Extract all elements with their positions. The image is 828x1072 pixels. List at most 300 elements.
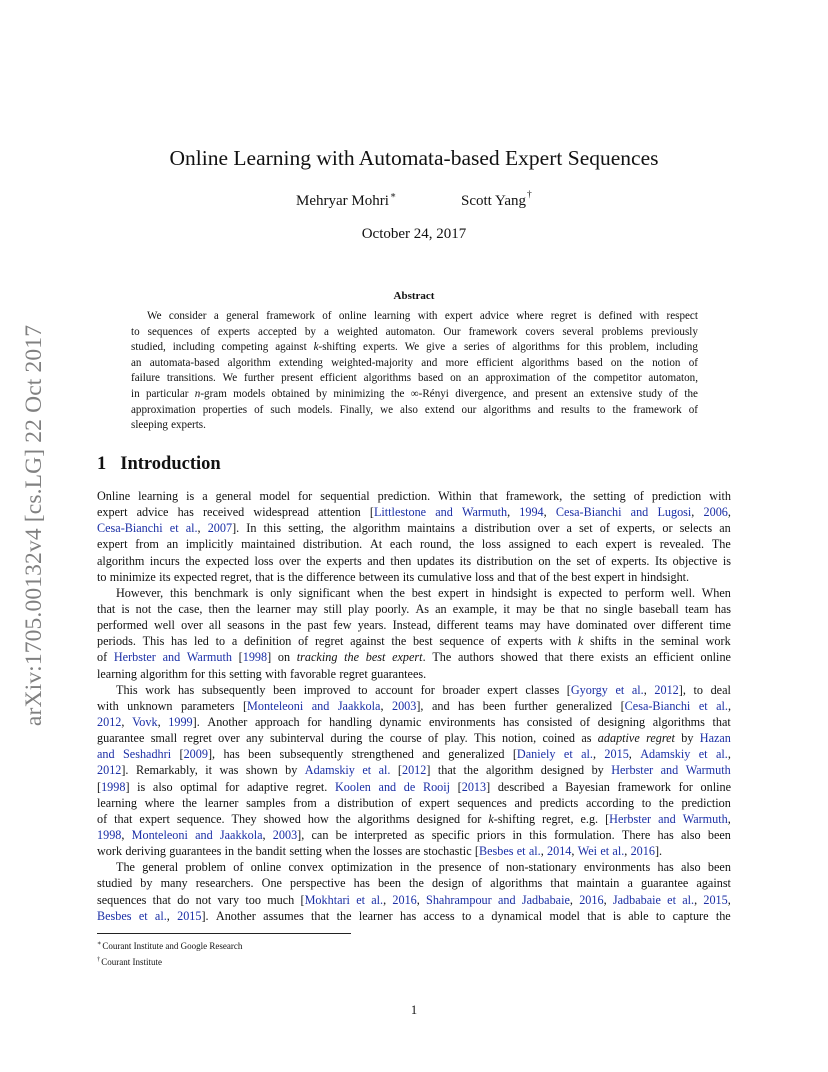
word: in — [512, 827, 523, 842]
word: between — [358, 569, 400, 584]
citation-link[interactable]: 2012 — [97, 714, 122, 729]
word: Finally, — [339, 403, 374, 416]
word: it — [503, 601, 511, 616]
word: poorly. — [375, 601, 410, 616]
word: The — [711, 537, 731, 552]
word: minimize — [109, 569, 156, 584]
citation-link[interactable]: al. — [715, 747, 728, 762]
word: shifts — [590, 634, 617, 649]
citation-link[interactable]: al. — [371, 892, 384, 907]
paragraph-line — [97, 795, 731, 811]
word: approach — [254, 714, 300, 729]
word: samples — [246, 795, 286, 810]
word: widespread — [253, 505, 309, 520]
citation-link[interactable]: et — [600, 844, 610, 859]
citation-link[interactable]: al. — [154, 908, 167, 923]
word: an — [166, 537, 179, 552]
word: by — [681, 731, 694, 746]
word: exists — [600, 650, 629, 665]
word: benchmark — [194, 585, 249, 600]
word: advice — [136, 505, 169, 520]
word: The — [432, 650, 452, 665]
word: to — [693, 682, 703, 697]
word: learning — [373, 310, 411, 322]
word: online — [338, 310, 367, 322]
citation-link[interactable]: al. — [528, 844, 541, 859]
word: approximation — [485, 372, 551, 385]
word: loss — [254, 553, 274, 568]
word: to — [215, 634, 226, 649]
citation-link[interactable]: de — [403, 779, 416, 794]
word: notion, — [501, 731, 537, 746]
word: on — [450, 372, 462, 385]
footnote-mark: ∗ — [97, 940, 102, 947]
word: generalized — [448, 747, 505, 762]
word: an — [435, 601, 447, 616]
citation-link[interactable]: et — [615, 682, 625, 697]
author-2 — [461, 190, 532, 210]
word: The — [116, 860, 135, 875]
word: adaptive — [597, 731, 640, 746]
word: best — [411, 585, 432, 600]
citation-link[interactable]: Lugosi — [657, 505, 692, 520]
arxiv-identifier-stamp — [16, 290, 54, 760]
word: to — [655, 908, 666, 923]
citation-link[interactable]: and — [435, 505, 453, 520]
word: Our — [443, 325, 461, 338]
citation-link[interactable]: and — [660, 763, 679, 778]
word: attention — [318, 505, 361, 520]
word — [305, 762, 355, 778]
citation-link[interactable]: 2016 — [392, 892, 417, 907]
word — [139, 908, 148, 924]
word: Online — [97, 489, 131, 503]
citation-link[interactable]: Vovk — [132, 714, 158, 729]
word — [658, 811, 676, 827]
word: are — [405, 844, 421, 859]
citation-link[interactable]: Besbes — [97, 908, 132, 923]
citation-link[interactable]: 2012 — [654, 682, 679, 697]
word: parameters — [181, 698, 235, 713]
citation-link[interactable]: al. — [185, 521, 198, 536]
citation-link[interactable]: Cesa-Bianchi — [97, 521, 163, 536]
citation-link[interactable]: and — [658, 811, 676, 826]
citation-link[interactable]: Jadbabaie — [521, 892, 570, 907]
paragraph-line — [97, 666, 731, 682]
word: a — [324, 325, 329, 338]
word — [114, 649, 156, 665]
word: or — [662, 521, 673, 536]
word: periods. — [97, 634, 136, 649]
word: the — [556, 553, 571, 568]
citation-link[interactable]: Jaakkola — [219, 827, 263, 842]
word — [661, 762, 679, 778]
word: capture — [672, 908, 709, 923]
word: al., — [715, 747, 731, 762]
word: guarantees. — [371, 666, 427, 681]
word: the — [390, 387, 405, 400]
citation-link[interactable]: et — [356, 892, 365, 907]
word: several — [562, 325, 594, 338]
word: [Cesa-Bianchi — [620, 698, 691, 713]
word: favorable — [290, 666, 337, 681]
word: This — [474, 731, 496, 746]
word — [613, 892, 661, 908]
word: in — [224, 844, 235, 859]
word: it — [205, 763, 212, 778]
word: environments — [583, 860, 651, 875]
word: an — [131, 356, 142, 369]
citation-link[interactable]: and — [162, 650, 181, 665]
word: with — [639, 310, 660, 322]
word: 2012, — [97, 714, 125, 729]
word — [578, 843, 597, 859]
word: loss — [474, 569, 494, 584]
word: incurs — [149, 553, 180, 568]
word: has — [353, 876, 370, 891]
word: particular — [145, 387, 189, 400]
citation-link[interactable]: et — [362, 763, 372, 778]
word: problem, — [609, 341, 650, 354]
word: expert — [438, 585, 469, 600]
word: setting — [593, 489, 626, 503]
word: subsequently — [279, 747, 344, 762]
word: this — [208, 666, 226, 681]
paragraph-line — [97, 892, 731, 908]
word: in — [627, 569, 638, 584]
footnote-mark: † — [97, 956, 101, 964]
word: design — [432, 876, 464, 891]
word: and — [514, 795, 533, 810]
citation-link[interactable]: 1994 — [519, 505, 544, 520]
citation-link[interactable]: Monteleoni — [131, 827, 188, 842]
arxiv-identifier-text: arXiv:1705.00132v4 [cs.LG] 22 Oct 2017 — [21, 324, 48, 726]
citation-link[interactable]: and — [97, 747, 115, 762]
word: the — [391, 634, 407, 649]
word: that — [587, 908, 606, 923]
word: experts — [326, 553, 362, 568]
word: weighted — [336, 325, 378, 338]
citation-link[interactable]: 1999 — [168, 714, 193, 729]
word: maintained — [241, 537, 296, 552]
word: framework — [266, 310, 315, 322]
abstract-line — [131, 309, 698, 325]
page-number: 1 — [410, 1003, 418, 1017]
word — [335, 779, 371, 795]
word: the — [715, 908, 731, 923]
word: non-stationary — [506, 860, 577, 875]
word: expert — [444, 310, 473, 322]
word: classes — [525, 682, 560, 697]
citation-link[interactable]: Adamskiy — [640, 747, 691, 762]
word: of — [97, 811, 108, 826]
word: have — [546, 618, 570, 633]
citation-link[interactable]: al. — [631, 682, 644, 697]
word: also — [681, 860, 701, 875]
citation-link[interactable]: Cesa-Bianchi — [624, 698, 691, 713]
word — [404, 779, 416, 795]
word: the — [368, 731, 384, 746]
citation-link[interactable]: 1998 — [97, 827, 122, 842]
word: experts — [507, 634, 543, 649]
word: 2012]. — [97, 763, 129, 778]
word: of — [496, 341, 506, 354]
word: This — [142, 634, 165, 649]
citation-link[interactable]: 1998 — [101, 779, 126, 794]
citation-link[interactable]: Monteleoni — [247, 698, 304, 713]
citation-link[interactable]: 2006 — [703, 505, 728, 520]
word: expert — [97, 537, 128, 552]
citation-link[interactable]: Mokhtari — [304, 892, 350, 907]
citation-link[interactable]: 2016 — [579, 892, 604, 907]
word: online — [250, 860, 282, 875]
introduction-body — [97, 488, 731, 924]
word: the — [658, 795, 674, 810]
citation-link[interactable]: et — [698, 747, 708, 762]
citation-link[interactable]: 2015 — [177, 908, 202, 923]
word: As — [415, 601, 430, 616]
word: seasons — [227, 618, 265, 633]
paragraph-line — [97, 504, 731, 520]
citation-link[interactable]: Adamskiy — [304, 763, 355, 778]
word: k-shifting — [488, 811, 536, 826]
word: the — [237, 844, 253, 859]
word — [379, 779, 397, 795]
citation-link[interactable]: Hazan — [699, 731, 731, 746]
word: 2012], — [654, 682, 686, 697]
word: expert — [594, 569, 625, 584]
citation-link[interactable]: et — [138, 908, 148, 923]
paragraph-line — [97, 617, 731, 633]
word: convex — [288, 860, 324, 875]
citation-link[interactable]: Besbes — [478, 844, 514, 859]
word: of — [579, 714, 591, 729]
word: from — [135, 537, 159, 552]
paragraph-line — [97, 649, 731, 665]
citation-link[interactable]: and — [497, 892, 516, 907]
word: hindsight — [491, 585, 537, 600]
citation-link[interactable]: al. — [581, 747, 593, 762]
word: of — [488, 860, 499, 875]
word — [686, 762, 731, 778]
word: expected — [558, 585, 602, 600]
paper-date: October 24, 2017 — [361, 226, 467, 242]
word: 2015, — [604, 747, 632, 762]
word: models. — [297, 403, 333, 416]
citation-link[interactable]: al. — [612, 844, 625, 859]
word — [564, 746, 573, 762]
word: from — [293, 795, 317, 810]
citation-link[interactable]: Warmuth — [462, 505, 508, 520]
word: distribution — [474, 521, 531, 536]
citation-link[interactable]: and — [311, 698, 330, 713]
word: our — [461, 403, 477, 416]
citation-link[interactable]: Cesa-Bianchi — [555, 505, 622, 520]
citation-link[interactable]: Koolen — [335, 779, 371, 794]
word: algorithms — [483, 403, 531, 416]
citation-link[interactable]: et — [516, 844, 526, 859]
citation-link[interactable]: 2015 — [703, 892, 728, 907]
citation-link[interactable]: Gyorgy — [570, 682, 608, 697]
word: to — [558, 537, 568, 552]
citation-link[interactable]: Herbster — [113, 650, 156, 665]
word: also — [400, 403, 418, 416]
word: is — [722, 553, 731, 568]
citation-link[interactable]: Warmuth — [682, 811, 728, 826]
word: the — [344, 650, 360, 665]
word: 1999]. — [168, 714, 200, 729]
word: learning — [138, 489, 179, 503]
citation-link[interactable]: Littlestone — [373, 505, 427, 520]
citation-link[interactable]: 2014 — [547, 844, 572, 859]
word: and — [431, 698, 450, 713]
citation-link[interactable]: Wei — [577, 844, 598, 859]
citation-link[interactable]: and — [378, 779, 397, 794]
word: losses — [372, 844, 403, 859]
word: on — [277, 650, 291, 665]
word: setting — [289, 844, 322, 859]
word: cumulative — [417, 569, 472, 584]
word: Another — [215, 908, 256, 923]
citation-link[interactable]: et — [698, 698, 708, 713]
word: of — [401, 795, 412, 810]
word: assumes — [263, 908, 304, 923]
citation-link[interactable]: Daniely — [516, 747, 556, 762]
word: 2016, — [579, 892, 607, 907]
citation-link[interactable]: 2003 — [391, 698, 417, 713]
word: the — [409, 876, 424, 891]
word: 2003], — [391, 698, 424, 713]
word: al., — [612, 844, 628, 859]
citation-link[interactable]: et — [667, 892, 676, 907]
abstract-line — [131, 418, 698, 434]
word: the — [612, 403, 627, 416]
word: [Besbes — [474, 844, 514, 859]
citation-link[interactable]: 2013 — [461, 779, 487, 794]
citation-link[interactable]: Jaakkola — [337, 698, 381, 713]
paragraph-line — [97, 843, 731, 859]
citation-link[interactable]: and — [195, 827, 213, 842]
footnote-rule — [97, 933, 351, 934]
word: over — [278, 553, 301, 568]
word: obtained — [271, 387, 310, 400]
citation-link[interactable]: al. — [716, 698, 728, 713]
citation-link[interactable]: and — [630, 505, 649, 520]
citation-link[interactable]: al. — [682, 892, 695, 907]
citation-link[interactable]: 2007 — [207, 521, 233, 536]
citation-link[interactable]: 2012 — [401, 763, 427, 778]
word: and — [422, 747, 440, 762]
word: failure — [131, 372, 160, 385]
word: is — [583, 310, 592, 322]
word: the — [157, 601, 173, 616]
citation-link[interactable]: 2009 — [183, 747, 208, 762]
section-title: Introduction — [120, 454, 221, 474]
word: work — [145, 682, 171, 697]
author-footnote-mark: ∗ — [389, 191, 397, 201]
word: automata-based — [149, 356, 220, 369]
word: advice — [479, 310, 509, 322]
word: able — [628, 908, 649, 923]
paragraph-line — [97, 536, 731, 552]
word: with — [549, 634, 572, 649]
word — [356, 892, 365, 908]
word: for — [678, 779, 693, 794]
word: years. — [357, 618, 387, 633]
word: for — [307, 714, 322, 729]
word: further — [514, 698, 548, 713]
citation-link[interactable]: 2016 — [630, 844, 655, 859]
word: described — [497, 779, 545, 794]
word: framework — [617, 779, 672, 794]
word: k-shifting — [313, 341, 357, 354]
citation-link[interactable]: Warmuth — [186, 650, 232, 665]
word: on — [610, 356, 623, 369]
word: has — [657, 827, 674, 842]
citation-link[interactable]: et — [563, 747, 573, 762]
word: [Mokhtari — [300, 892, 350, 907]
word: sequences — [147, 325, 193, 338]
word: based — [417, 372, 444, 385]
citation-link[interactable]: Herbster — [609, 811, 652, 826]
word: updates — [416, 553, 455, 568]
citation-link[interactable]: Seshadhri — [123, 747, 172, 762]
word: optimization — [330, 860, 393, 875]
word: definition — [243, 634, 292, 649]
word: [Littlestone — [369, 505, 427, 520]
citation-link[interactable]: 2003 — [272, 827, 298, 842]
word: is — [543, 585, 552, 600]
word: of — [668, 387, 679, 400]
word: of — [595, 553, 606, 568]
word: is — [186, 489, 195, 503]
word: algorithm — [97, 553, 145, 568]
citation-link[interactable]: Jadbabaie — [612, 892, 661, 907]
word: interpreted — [354, 827, 408, 842]
word: and — [512, 387, 529, 400]
citation-link[interactable]: al. — [378, 763, 391, 778]
word: the — [182, 795, 197, 810]
citation-link[interactable]: Herbster — [611, 763, 654, 778]
word: for — [190, 666, 206, 681]
word: by — [304, 325, 316, 338]
citation-link[interactable]: Warmuth — [685, 763, 731, 778]
word: its — [402, 569, 415, 584]
word: 1994, — [519, 505, 547, 520]
word: single — [603, 601, 633, 616]
word: implicitly — [185, 537, 234, 552]
word: in — [270, 618, 281, 633]
word: problems — [601, 325, 644, 338]
citation-link[interactable]: 2012 — [97, 763, 122, 778]
word: much — [267, 892, 295, 907]
word: general — [215, 489, 252, 503]
word: models — [233, 387, 266, 400]
word: has — [657, 860, 674, 875]
citation-link[interactable]: Rooij — [422, 779, 451, 794]
citation-link[interactable]: Shahrampour — [426, 892, 492, 907]
word: [Daniely — [512, 747, 556, 762]
word — [97, 908, 132, 924]
word: that — [255, 569, 274, 584]
citation-link[interactable]: 1998 — [242, 650, 268, 665]
citation-link[interactable]: et — [169, 521, 179, 536]
word: of — [539, 569, 550, 584]
word: algorithms — [652, 714, 705, 729]
word: all — [208, 618, 222, 633]
word: designing — [597, 714, 646, 729]
citation-link[interactable]: 2015 — [604, 747, 629, 762]
